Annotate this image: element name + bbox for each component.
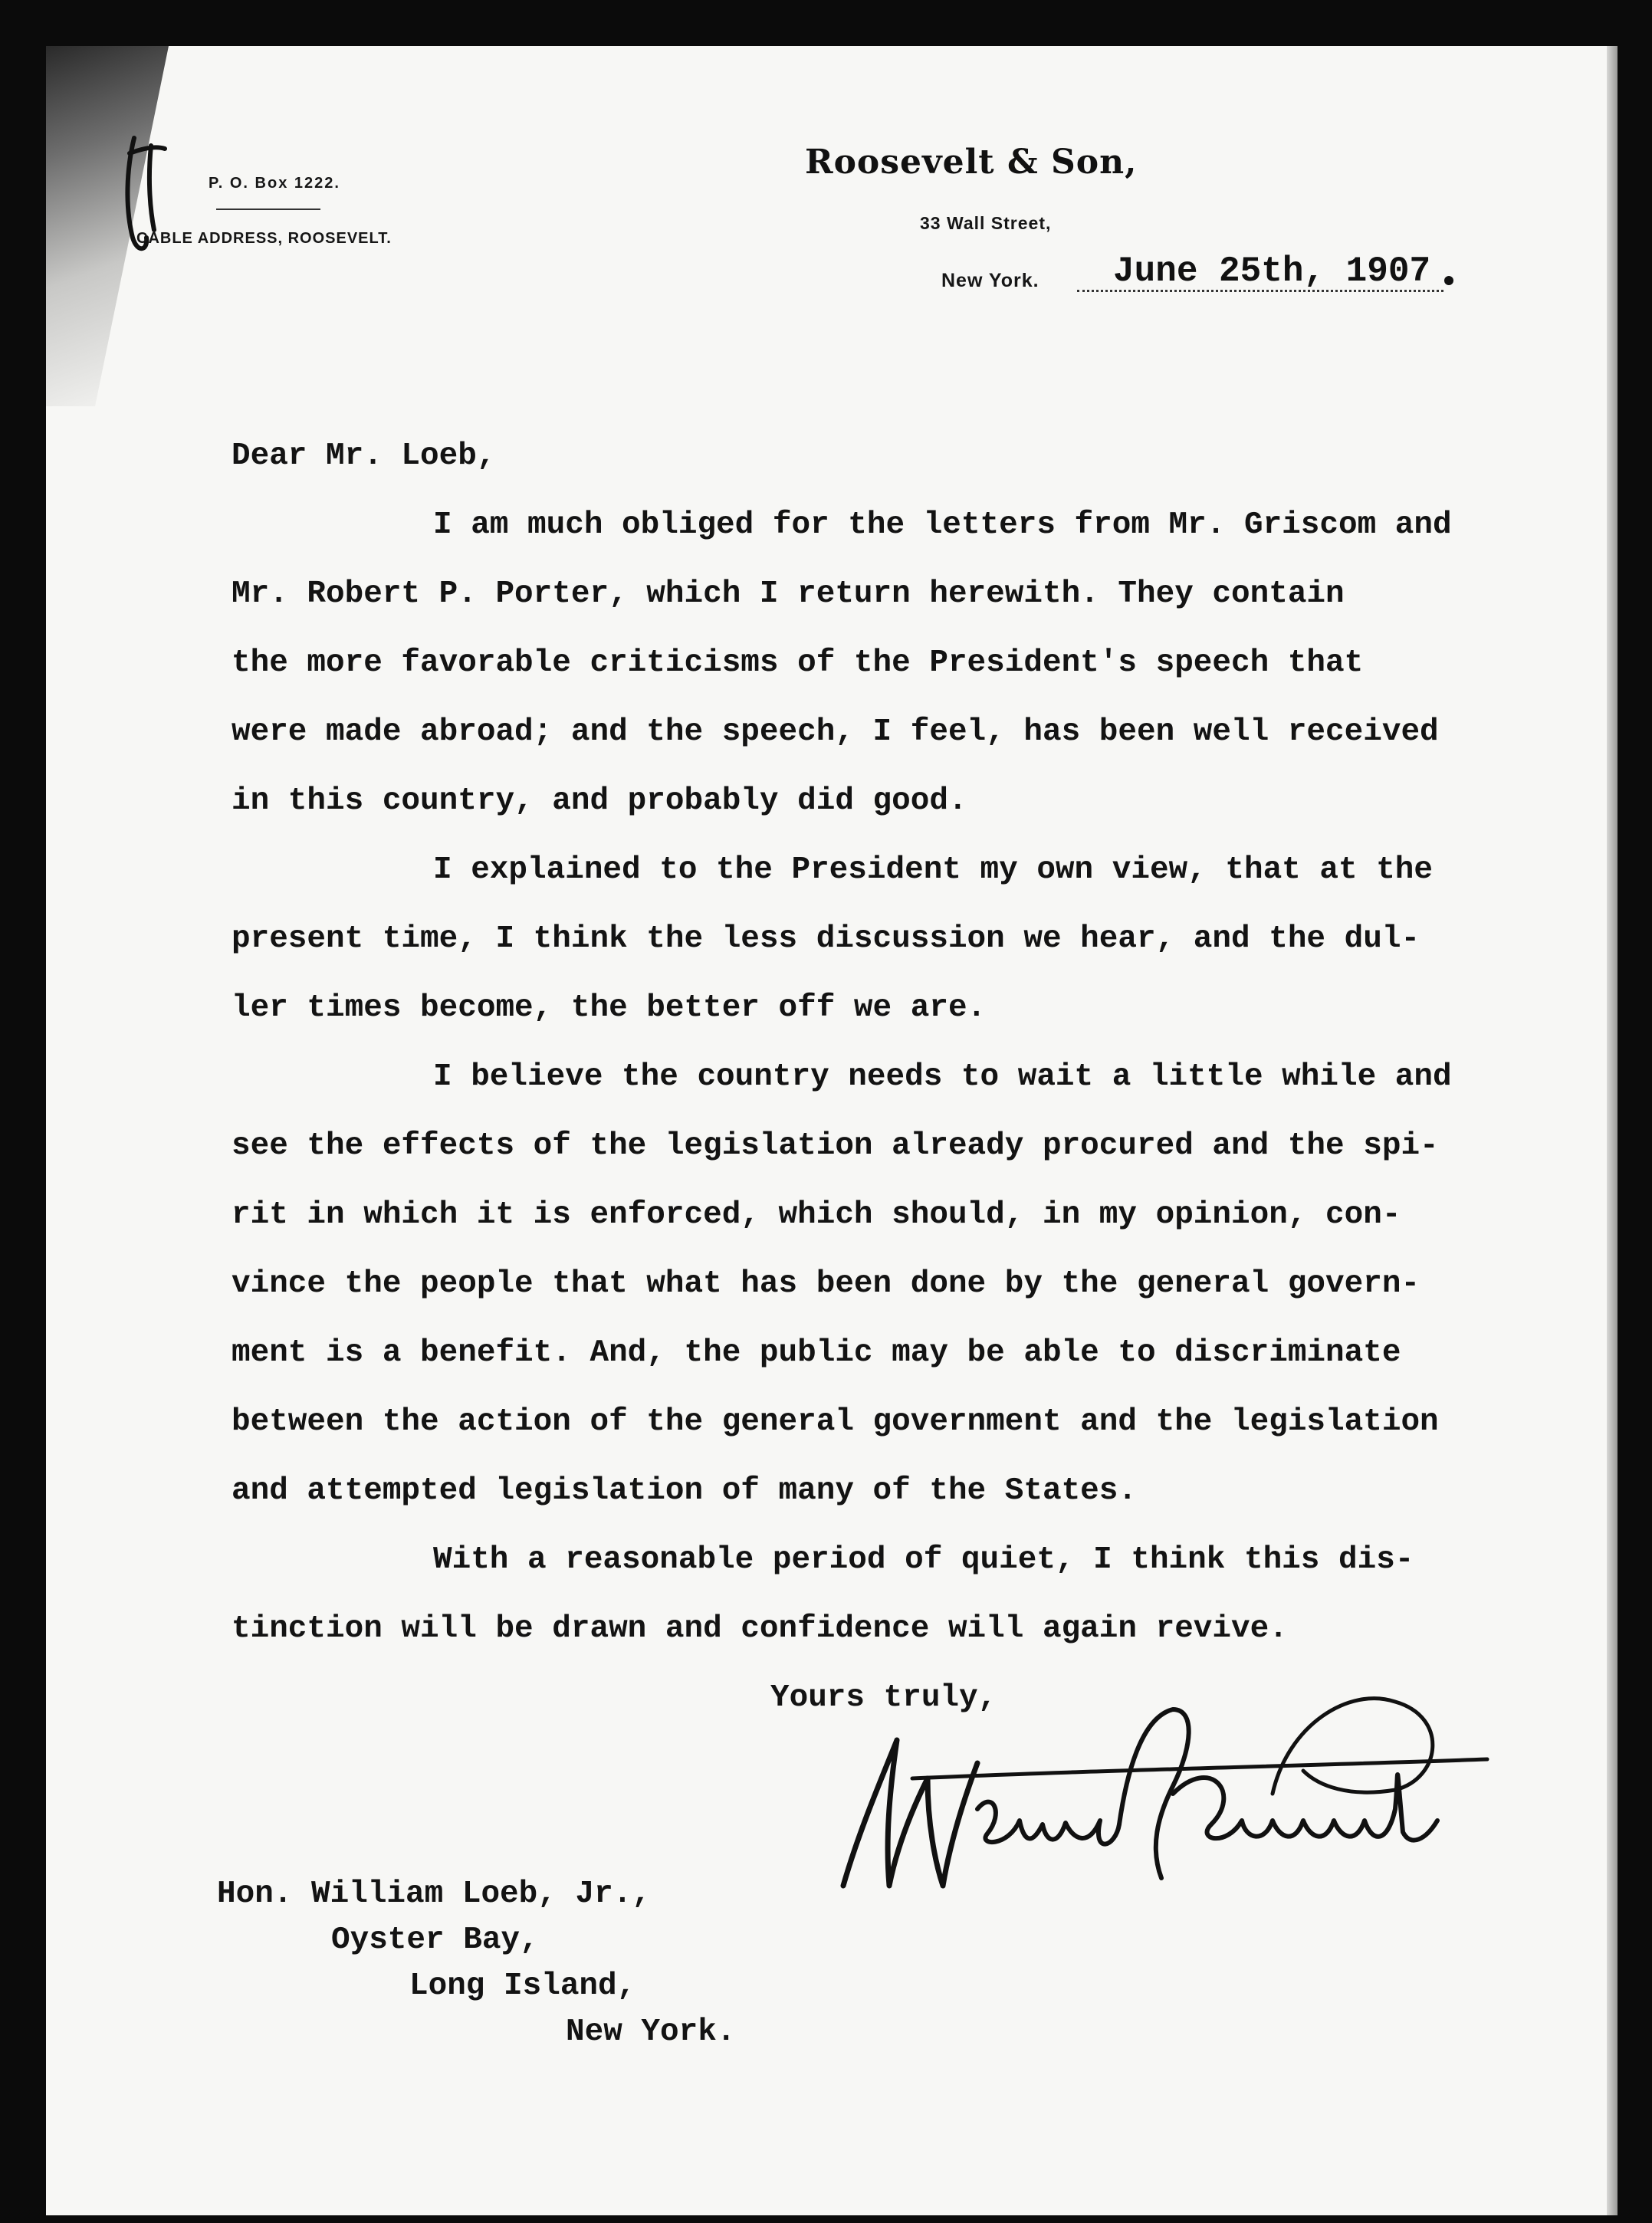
body-line: I explained to the President my own view, that at the [433, 852, 1434, 888]
body-line: and attempted legislation of many of the States. [232, 1473, 1137, 1509]
body-line: rit in which it is enforced, which should, in my opinion, con- [232, 1197, 1401, 1233]
city: New York. [941, 270, 1039, 291]
body-line: ment is a benefit. And, the public may be able to discriminate [232, 1335, 1401, 1371]
body-line: see the effects of the legislation already procured and the spi- [232, 1128, 1439, 1164]
recipient-line-2: Oyster Bay, [331, 1923, 539, 1958]
page-edge [1607, 46, 1618, 2215]
recipient-line-3: Long Island, [409, 1969, 636, 2004]
po-box: P. O. Box 1222. [209, 175, 340, 192]
recipient-line-4: New York. [566, 2014, 736, 2050]
recipient-line-1: Hon. William Loeb, Jr., [217, 1877, 651, 1912]
cable-address: CABLE ADDRESS, ROOSEVELT. [136, 230, 392, 247]
date-period [1444, 276, 1453, 285]
salutation: Dear Mr. Loeb, [232, 438, 496, 474]
letter-date: June 25th, 1907 [1113, 251, 1431, 291]
body-line: the more favorable criticisms of the President's speech that [232, 645, 1364, 681]
body-line: were made abroad; and the speech, I feel, has been well received [232, 714, 1439, 750]
body-line: tinction will be drawn and confidence will again revive. [232, 1611, 1288, 1647]
body-line: ler times become, the better off we are. [232, 990, 987, 1026]
body-line: in this country, and probably did good. [232, 783, 967, 819]
body-line: present time, I think the less discussion we hear, and the dul- [232, 921, 1420, 957]
street-address: 33 Wall Street, [920, 213, 1052, 233]
body-line: between the action of the general government and the legislation [232, 1404, 1439, 1440]
letter-page [46, 46, 1618, 2215]
body-line: I believe the country needs to wait a little while and [433, 1059, 1452, 1095]
handwritten-mark [111, 123, 180, 276]
closing: Yours truly, [770, 1680, 997, 1716]
body-line: With a reasonable period of quiet, I think this dis- [433, 1542, 1414, 1578]
body-line: Mr. Robert P. Porter, which I return herewith. They contain [232, 576, 1345, 612]
body-line: vince the people that what has been done by the general govern- [232, 1266, 1420, 1302]
body-line: I am much obliged for the letters from Mr. Griscom and [433, 507, 1452, 543]
signature [813, 1656, 1503, 1909]
po-box-rule [216, 209, 320, 210]
firm-name: Roosevelt & Son, [805, 143, 1138, 182]
